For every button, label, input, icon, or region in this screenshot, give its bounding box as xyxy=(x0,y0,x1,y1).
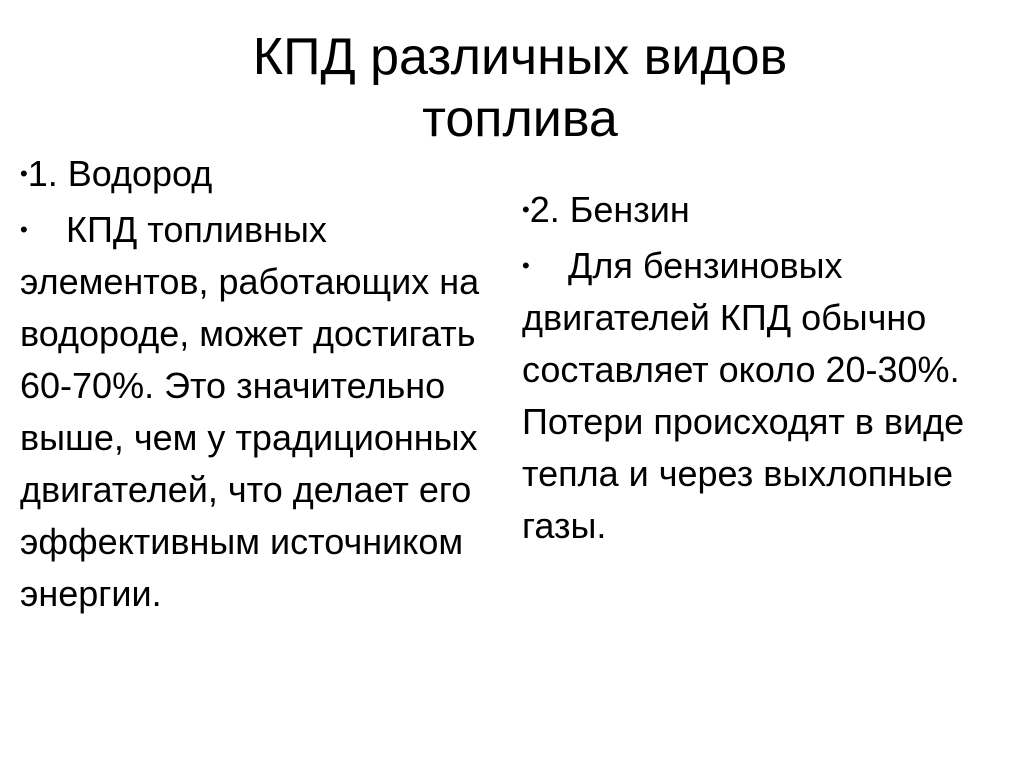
left-heading-text: 1. Водород xyxy=(27,153,213,194)
left-column xyxy=(20,148,490,620)
right-column xyxy=(522,184,992,552)
title-line-1: КПД различных видов xyxy=(252,28,788,86)
title-line-2: топлива xyxy=(422,90,618,148)
right-heading-text: 2. Бензин xyxy=(529,189,690,230)
slide-title xyxy=(150,26,890,150)
bullet-icon: • xyxy=(522,253,530,278)
bullet-icon: • xyxy=(20,161,28,186)
left-body-text: КПД топливных элементов, работающих на водороде, может достигать 60-70%. Это значительно выше, чем у традиционных двигателей, что делает его эффективным источником энергии. xyxy=(20,209,480,614)
left-heading xyxy=(20,148,490,200)
bullet-icon: • xyxy=(20,217,28,242)
right-body-text: Для бензиновых двигателей КПД обычно составляет около 20-30%. Потери происходят в виде тепла и через выхлопные газы. xyxy=(522,245,965,546)
right-heading xyxy=(522,184,992,236)
left-body xyxy=(20,204,490,620)
bullet-icon: • xyxy=(522,197,530,222)
right-body xyxy=(522,240,992,552)
